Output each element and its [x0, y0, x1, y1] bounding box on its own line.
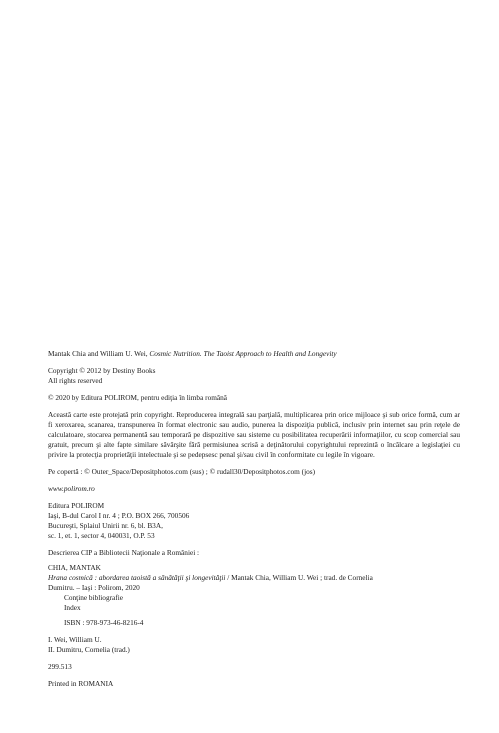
website-link[interactable]: www.polirom.ro — [48, 483, 95, 493]
original-authors: Mantak Chia and William U. Wei, — [48, 349, 150, 358]
cip-classification: 299.513 — [48, 661, 72, 671]
cover-credit: Pe copertă : © Outer_Space/Depositphotos.com (sus) ; © rudall30/Depositphotos.com (jos) — [48, 466, 316, 476]
cip-main-entry: CHIA, MANTAK — [48, 562, 101, 572]
cip-contains: Conţine bibliografie — [64, 592, 123, 602]
cip-added-entry-2: II. Dumitru, Cornelia (trad.) — [48, 644, 130, 654]
original-title: Cosmic Nutrition. The Taoist Approach to Health and Longevity — [149, 349, 337, 358]
publisher-name: Editura POLIROM — [48, 500, 105, 510]
cip-index: Index — [64, 602, 81, 612]
legal-notice: Această carte este protejată prin copyright. Reproducerea integrală sau parţială, multiplicarea prin orice mijloace şi sub orice formă, cum ar fi xeroxarea, scanarea, transpunerea în format electronic sau audio, punerea la dispoziţia publică, inclusiv prin internet sau prin reţele de calculatoare, stocarea permanentă sau temporară pe dispozitive sau sisteme cu posibilitatea recuperării informaţiilor, cu scop comercial sau gratuit, precum şi alte fapte similare săvârşite fără permisiunea scrisă a deţinătorului copyrightului reprezintă o încălcare a legislaţiei cu privire la protecţia proprietăţii intelectuale şi se pedepsesc penal şi/sau civil în conformitate cu legile în vigoare. — [48, 410, 460, 459]
cip-title: Hrana cosmică : abordarea taoistă a sănătăţii şi longevităţii — [48, 572, 226, 582]
publisher-address-bucuresti: Bucureşti, Splaiul Unirii nr. 6, bl. B3A, — [48, 520, 163, 530]
publisher-address-iasi: Iaşi, B-dul Carol I nr. 4 ; P.O. BOX 266, 700506 — [48, 510, 190, 520]
cip-statement-2: Dumitru. – Iaşi : Polirom, 2020 — [48, 582, 140, 592]
copyright-original: Copyright © 2012 by Destiny Books — [48, 366, 156, 375]
cip-heading: Descrierea CIP a Bibliotecii Naţionale a României : — [48, 547, 200, 557]
cip-title-line — [48, 573, 460, 583]
cip-statement: / Mantak Chia, William U. Wei ; trad. de Cornelia — [225, 572, 373, 582]
publisher-address-bucuresti-2: sc. 1, et. 1, sector 4, 040031, O.P. 53 — [48, 530, 155, 540]
cip-added-entry-1: I. Wei, William U. — [48, 634, 102, 644]
original-edition-line — [48, 349, 460, 359]
cip-isbn: ISBN : 978-973-46-8216-4 — [64, 617, 144, 627]
rights-statement: All rights reserved — [48, 376, 103, 385]
printed-in: Printed in ROMANIA — [48, 678, 114, 688]
copyright-edition: © 2020 by Editura POLIROM, pentru ediţia în limba română — [48, 393, 228, 402]
copyright-page — [48, 349, 460, 689]
